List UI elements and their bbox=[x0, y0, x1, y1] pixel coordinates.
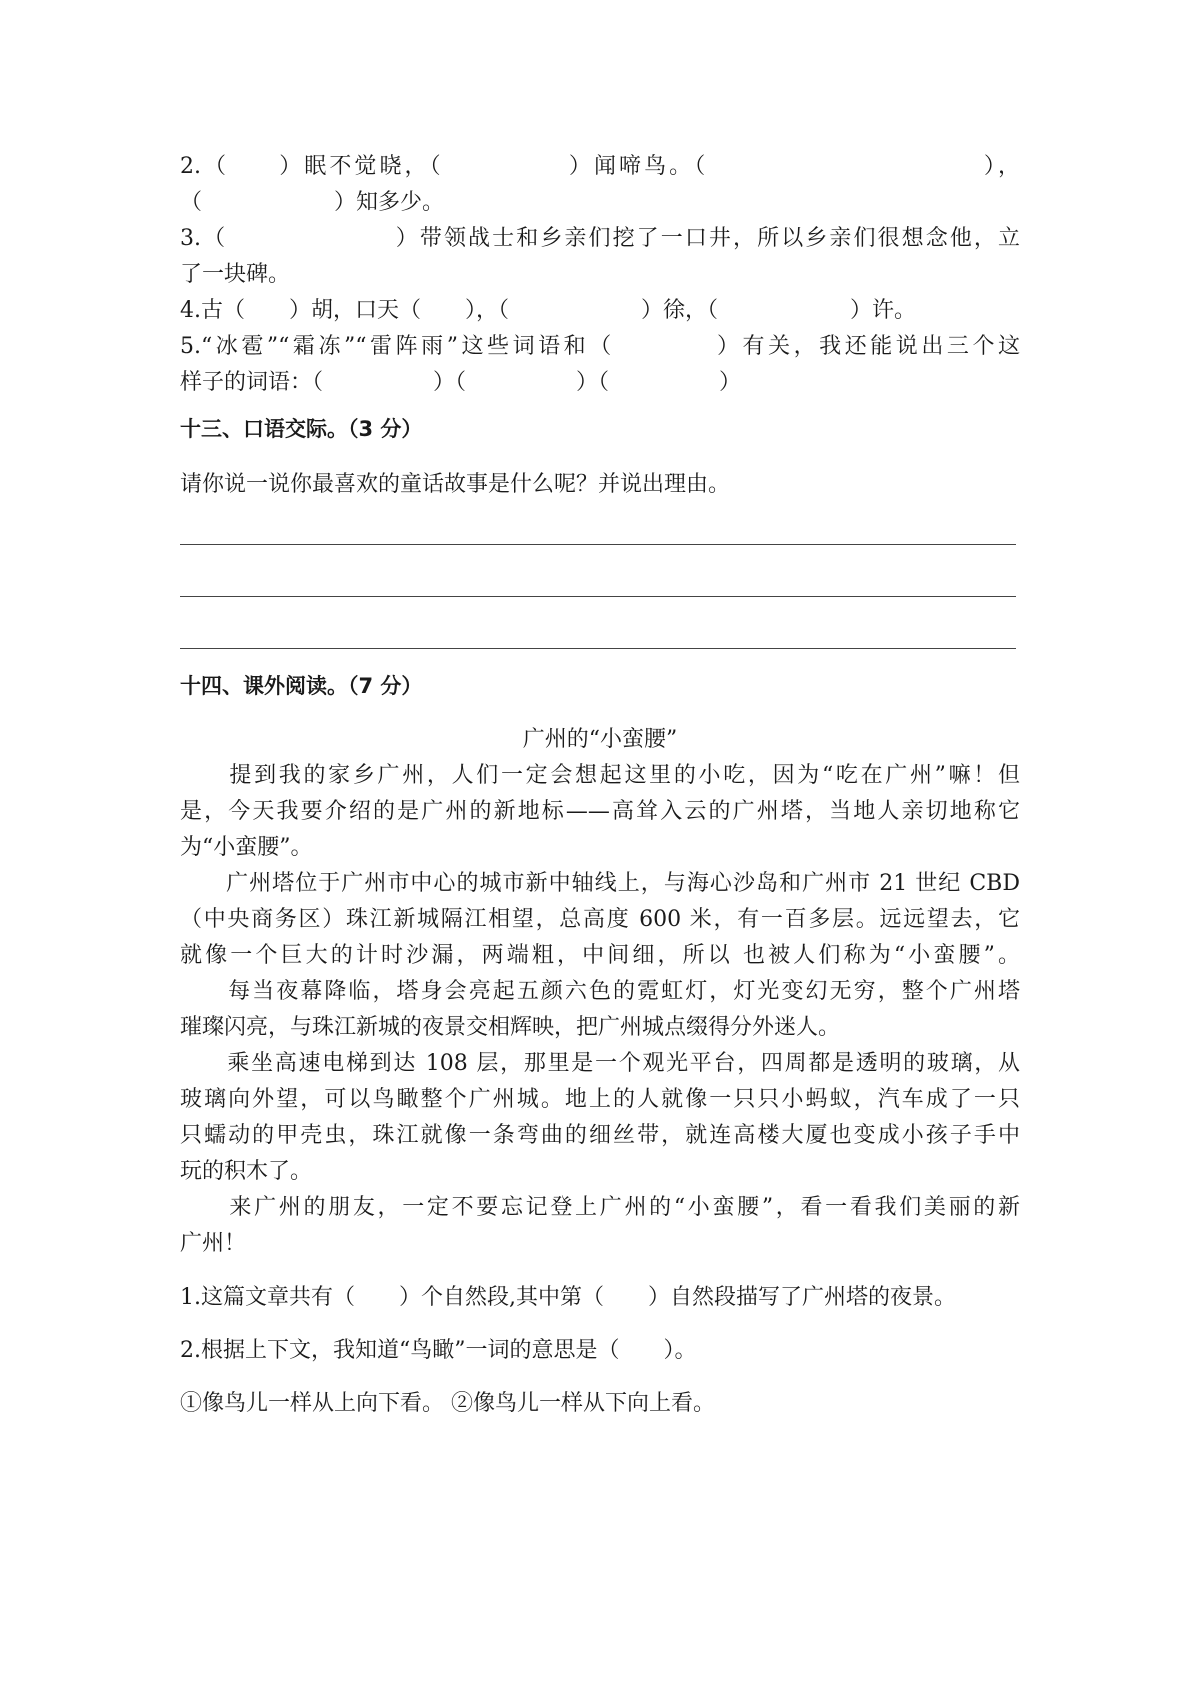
section-14-heading: 十四、课外阅读。（7 分） bbox=[180, 674, 423, 698]
passage-line: 就像一个巨大的计时沙漏，两端粗，中间细，所以 也被人们称为“小蛮腰”。 bbox=[180, 943, 1020, 968]
reading-question-1: 1.这篇文章共有（ ）个自然段,其中第（ ）自然段描写了广州塔的夜景。 bbox=[180, 1285, 956, 1310]
q2-line-1: 2.（ ）眠不觉晓，（ ）闻啼鸟。（ ）， bbox=[180, 154, 1020, 179]
q3-line-2: 了一块碑。 bbox=[180, 262, 291, 287]
reading-question-2-options: ①像鸟儿一样从上向下看。 ②像鸟儿一样从下向上看。 bbox=[180, 1391, 715, 1416]
q5-line-2: 样子的词语：（ ）（ ）（ ） bbox=[180, 370, 742, 395]
passage-line: 广州！ bbox=[180, 1231, 247, 1256]
passage-line: 玩的积木了。 bbox=[180, 1159, 313, 1184]
passage-line: 提到我的家乡广州，人们一定会想起这里的小吃，因为“吃在广州”嘛！但 bbox=[180, 763, 1020, 788]
answer-line-1[interactable] bbox=[180, 544, 1016, 545]
q5-line-1: 5.“冰雹”“霜冻”“雷阵雨”这些词语和（ ）有关，我还能说出三个这 bbox=[180, 334, 1020, 359]
passage-line: 只蠕动的甲壳虫，珠江就像一条弯曲的细丝带，就连高楼大厦也变成小孩子手中 bbox=[180, 1123, 1020, 1148]
passage-line: 广州塔位于广州市中心的城市新中轴线上，与海心沙岛和广州市 21 世纪 CBD bbox=[180, 871, 1020, 896]
passage-line: （中央商务区）珠江新城隔江相望，总高度 600 米，有一百多层。远远望去，它 bbox=[180, 907, 1020, 932]
passage-line: 玻璃向外望，可以鸟瞰整个广州城。地上的人就像一只只小蚂蚁，汽车成了一只 bbox=[180, 1087, 1020, 1112]
answer-line-3[interactable] bbox=[180, 648, 1016, 649]
passage-line: 璀璨闪亮，与珠江新城的夜景交相辉映，把广州城点缀得分外迷人。 bbox=[180, 1015, 841, 1040]
section-13-heading: 十三、口语交际。（3 分） bbox=[180, 417, 423, 441]
passage-line: 为“小蛮腰”。 bbox=[180, 835, 313, 860]
passage-line: 是，今天我要介绍的是广州的新地标——高耸入云的广州塔，当地人亲切地称它 bbox=[180, 799, 1020, 824]
q4-line: 4.古（ ）胡，口天（ ），（ ）徐，（ ）许。 bbox=[180, 298, 916, 323]
answer-line-2[interactable] bbox=[180, 596, 1016, 597]
passage-line: 乘坐高速电梯到达 108 层，那里是一个观光平台，四周都是透明的玻璃，从 bbox=[180, 1051, 1020, 1076]
q2-line-2: （ ）知多少。 bbox=[180, 190, 445, 215]
passage-title: 广州的“小蛮腰” bbox=[522, 727, 678, 752]
reading-question-2: 2.根据上下文，我知道“鸟瞰”一词的意思是（ ）。 bbox=[180, 1338, 697, 1363]
section-13-prompt: 请你说一说你最喜欢的童话故事是什么呢？并说出理由。 bbox=[180, 472, 731, 497]
passage-line: 来广州的朋友，一定不要忘记登上广州的“小蛮腰”，看一看我们美丽的新 bbox=[180, 1195, 1020, 1220]
passage-line: 每当夜幕降临，塔身会亮起五颜六色的霓虹灯，灯光变幻无穷，整个广州塔 bbox=[180, 979, 1020, 1004]
q3-line-1: 3.（ ）带领战士和乡亲们挖了一口井，所以乡亲们很想念他，立 bbox=[180, 226, 1020, 251]
